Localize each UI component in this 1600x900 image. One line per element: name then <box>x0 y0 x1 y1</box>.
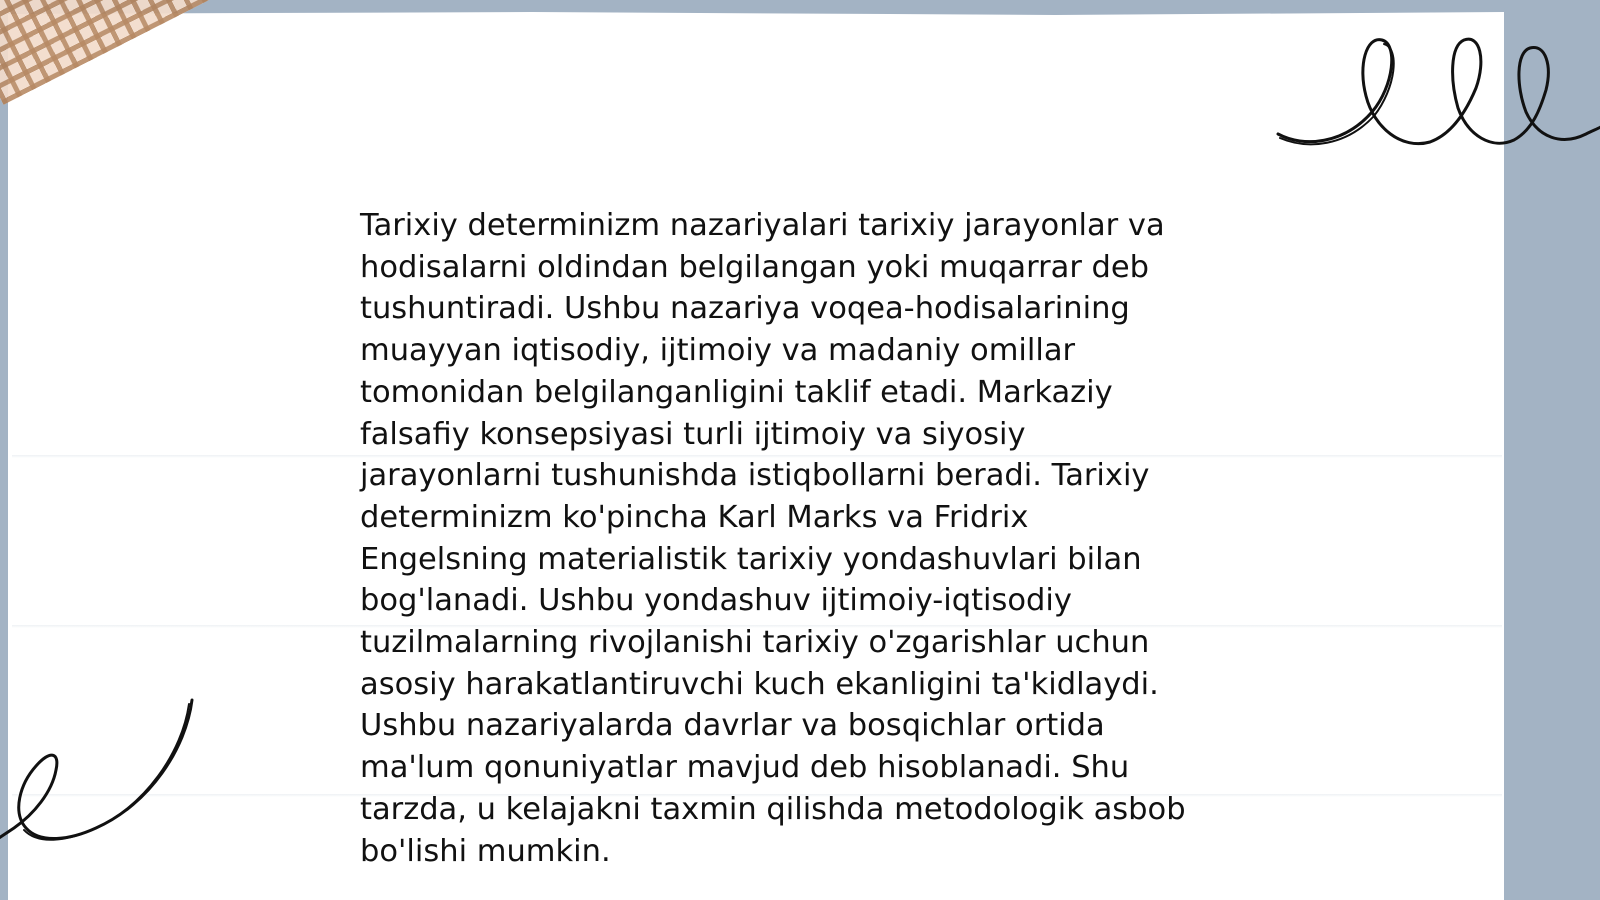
loop-scribble-icon-top-right <box>1290 30 1600 165</box>
body-paragraph: Tarixiy determinizm nazariyalari tarixiy jarayonlar va hodisalarni oldindan belgilangan yoki muqarrar deb tushuntiradi. Ushbu nazariya voqea-hodisalarining muayyan iqtisodiy, ijtimoiy va madaniy omillar tomonidan belgilanganligini taklif etadi. Markaziy falsafiy konsepsiyasi turli ijtimoiy va siyosiy jarayonlarni tushunishda istiqbollarni beradi. Tarixiy determinizm ko'pincha Karl Marks va Fridrix Engelsning materialistik tarixiy yondashuvlari bilan bog'lanadi. Ushbu yondashuv ijtimoiy-iqtisodiy tuzilmalarning rivojlanishi tarixiy o'zgarishlar uchun asosiy harakatlantiruvchi kuch ekanligini ta'kidlaydi. Ushbu nazariyalarda davrlar va bosqichlar ortida ma'lum qonuniyatlar mavjud deb hisoblanadi. Shu tarzda, u kelajakni taxmin qilishda metodologik asbob bo'lishi mumkin. <box>360 208 1186 869</box>
loop-scribble-icon-bottom-left <box>0 700 200 850</box>
